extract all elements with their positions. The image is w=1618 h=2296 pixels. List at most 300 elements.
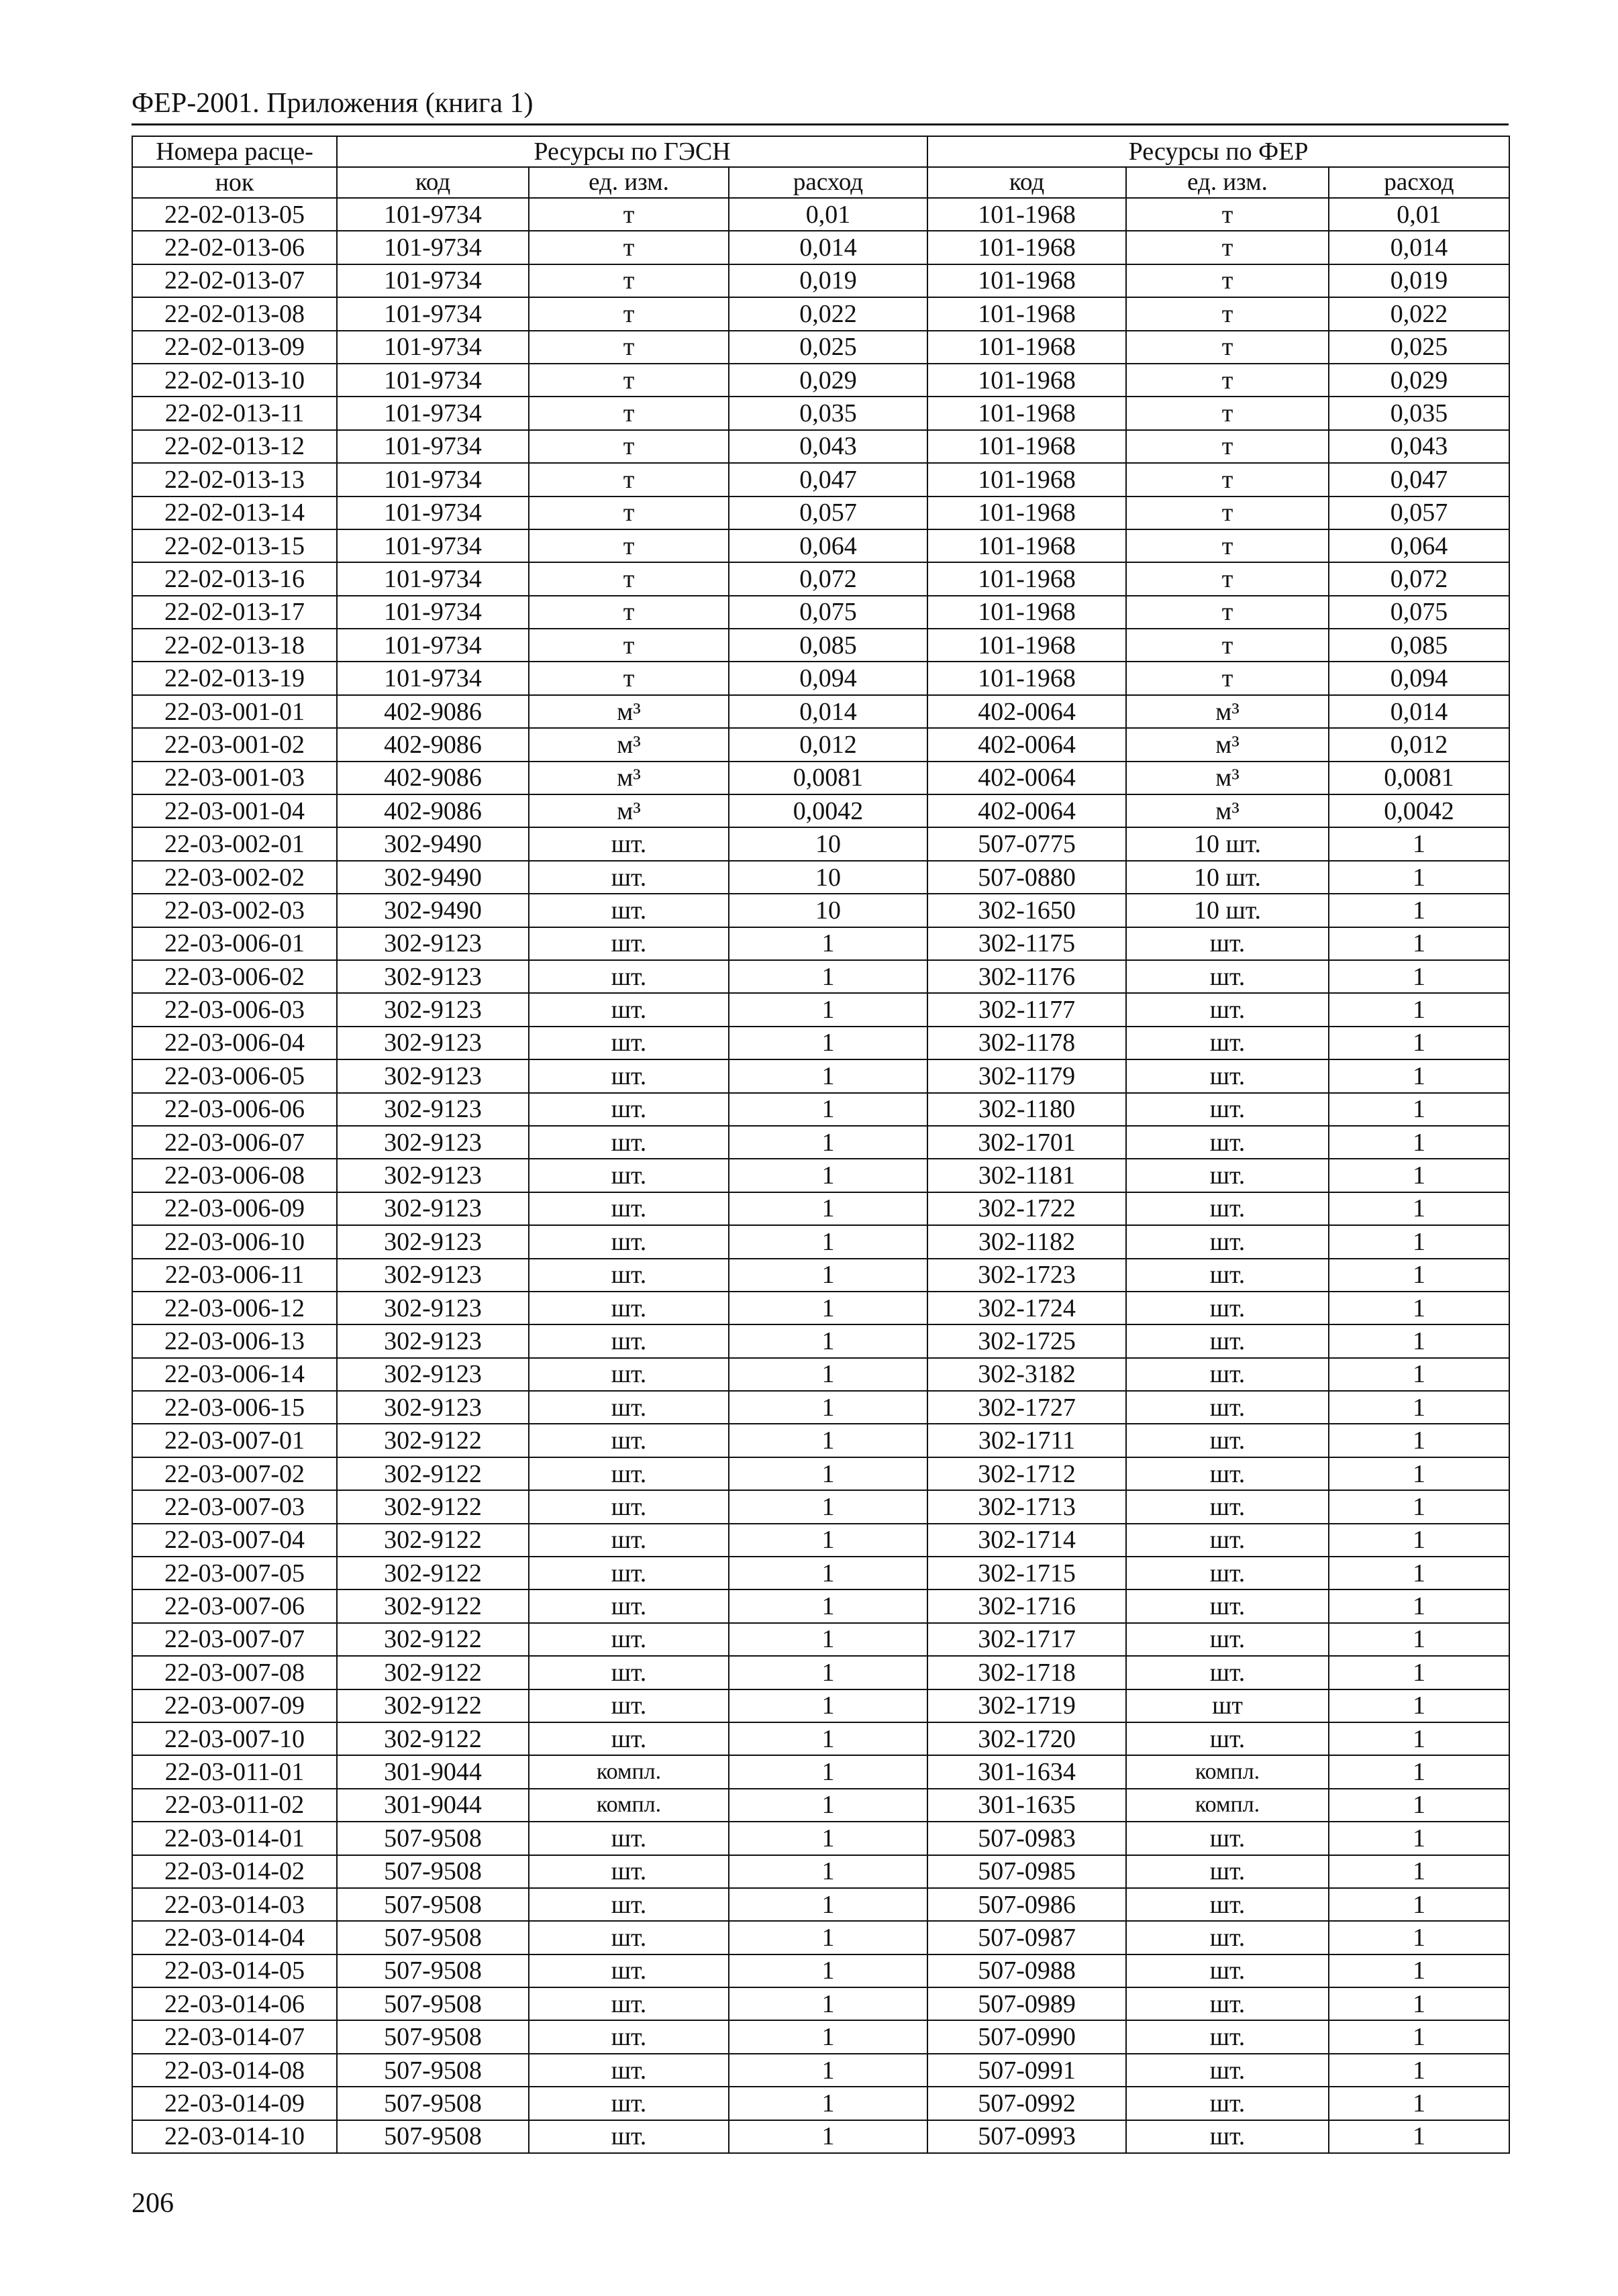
gesn-unit-cell: шт.	[529, 1424, 729, 1457]
gesn-rate-cell: 0,075	[729, 596, 927, 629]
rate-number-cell: 22-03-006-10	[132, 1225, 337, 1258]
table-row	[132, 430, 1509, 463]
table-row	[132, 662, 1509, 694]
gesn-code-cell: 302-9123	[337, 1259, 529, 1292]
rate-number-cell: 22-02-013-08	[132, 297, 337, 330]
fer-rate-cell: 1	[1329, 1524, 1509, 1557]
gesn-rate-cell: 1	[729, 2120, 927, 2153]
fer-code-cell: 507-0775	[927, 827, 1126, 860]
gesn-unit-cell: шт.	[529, 1059, 729, 1092]
table-body	[132, 198, 1509, 2153]
fer-code-cell: 101-1968	[927, 430, 1126, 463]
rate-number-cell: 22-03-011-01	[132, 1755, 337, 1788]
fer-code-cell: 101-1968	[927, 397, 1126, 429]
fer-unit-cell: шт.	[1126, 1126, 1329, 1159]
gesn-code-cell: 101-9734	[337, 497, 529, 529]
gesn-unit-cell: шт.	[529, 1822, 729, 1855]
table-row	[132, 894, 1509, 927]
gesn-code-cell: 101-9734	[337, 529, 529, 562]
gesn-unit-cell: т	[529, 198, 729, 231]
gesn-code-cell: 302-9122	[337, 1557, 529, 1589]
rate-number-cell: 22-02-013-15	[132, 529, 337, 562]
gesn-unit-cell: шт.	[529, 1722, 729, 1755]
table-row	[132, 1027, 1509, 1059]
rate-number-cell: 22-03-006-08	[132, 1159, 337, 1192]
fer-unit-cell: шт.	[1126, 1557, 1329, 1589]
fer-rate-cell: 1	[1329, 960, 1509, 993]
fer-code-cell: 302-1177	[927, 993, 1126, 1026]
table-row	[132, 397, 1509, 429]
gesn-rate-cell: 0,029	[729, 364, 927, 397]
fer-rate-cell: 1	[1329, 1126, 1509, 1159]
rate-number-cell: 22-03-007-06	[132, 1589, 337, 1622]
fer-unit-cell: шт.	[1126, 1490, 1329, 1523]
gesn-code-cell: 507-9508	[337, 1822, 529, 1855]
fer-rate-cell: 0,075	[1329, 596, 1509, 629]
fer-rate-cell: 0,01	[1329, 198, 1509, 231]
fer-rate-cell: 1	[1329, 927, 1509, 960]
gesn-code-cell: 101-9734	[337, 264, 529, 297]
fer-code-cell: 101-1968	[927, 497, 1126, 529]
gesn-unit-cell: шт.	[529, 861, 729, 894]
gesn-rate-cell: 0,043	[729, 430, 927, 463]
gesn-rate-cell: 0,064	[729, 529, 927, 562]
gesn-code-cell: 507-9508	[337, 2020, 529, 2053]
fer-unit-cell: шт.	[1126, 1722, 1329, 1755]
gesn-unit-cell: т	[529, 297, 729, 330]
rate-number-cell: 22-03-007-09	[132, 1689, 337, 1722]
table-row	[132, 1126, 1509, 1159]
fer-code-cell: 302-1180	[927, 1093, 1126, 1126]
gesn-rate-cell: 10	[729, 894, 927, 927]
rate-number-cell: 22-02-013-14	[132, 497, 337, 529]
fer-rate-cell: 1	[1329, 2120, 1509, 2153]
gesn-rate-cell: 1	[729, 1524, 927, 1557]
fer-rate-cell: 1	[1329, 1589, 1509, 1622]
rate-number-cell: 22-02-013-17	[132, 596, 337, 629]
gesn-unit-cell: т	[529, 662, 729, 694]
fer-unit-cell: т	[1126, 430, 1329, 463]
fer-unit-cell: шт.	[1126, 2120, 1329, 2153]
fer-code-cell: 507-0986	[927, 1888, 1126, 1921]
gesn-code-cell: 101-9734	[337, 596, 529, 629]
fer-code-cell: 302-3182	[927, 1358, 1126, 1391]
gesn-rate-cell: 1	[729, 1027, 927, 1059]
gesn-code-cell: 507-9508	[337, 1987, 529, 2020]
fer-code-cell: 302-1715	[927, 1557, 1126, 1589]
gesn-unit-cell: шт.	[529, 1623, 729, 1656]
gesn-rate-cell: 0,022	[729, 297, 927, 330]
fer-code-cell: 402-0064	[927, 695, 1126, 728]
gesn-unit-cell: шт.	[529, 1589, 729, 1622]
fer-rate-cell: 1	[1329, 1225, 1509, 1258]
table-row	[132, 1789, 1509, 1822]
gesn-rate-cell: 1	[729, 1557, 927, 1589]
gesn-code-cell: 402-9086	[337, 794, 529, 827]
fer-code-header: код	[927, 167, 1126, 198]
fer-unit-cell: т	[1126, 198, 1329, 231]
gesn-unit-cell: т	[529, 430, 729, 463]
gesn-rate-cell: 0,057	[729, 497, 927, 529]
fer-unit-cell: шт.	[1126, 927, 1329, 960]
fer-code-cell: 101-1968	[927, 562, 1126, 595]
gesn-unit-cell: т	[529, 529, 729, 562]
gesn-unit-cell: шт.	[529, 2020, 729, 2053]
fer-code-cell: 507-0992	[927, 2087, 1126, 2120]
gesn-code-cell: 302-9123	[337, 1391, 529, 1424]
gesn-code-cell: 302-9123	[337, 1292, 529, 1324]
rate-number-cell: 22-03-001-04	[132, 794, 337, 827]
rate-number-cell: 22-03-001-02	[132, 728, 337, 761]
fer-code-cell: 302-1727	[927, 1391, 1126, 1424]
fer-code-cell: 101-1968	[927, 297, 1126, 330]
gesn-code-cell: 101-9734	[337, 397, 529, 429]
gesn-code-header: код	[337, 167, 529, 198]
page-number: 206	[132, 2188, 174, 2219]
gesn-rate-cell: 1	[729, 1789, 927, 1822]
gesn-code-cell: 302-9123	[337, 1358, 529, 1391]
fer-unit-cell: шт.	[1126, 1259, 1329, 1292]
table-row	[132, 1987, 1509, 2020]
fer-unit-cell: шт.	[1126, 1457, 1329, 1490]
fer-rate-cell: 1	[1329, 894, 1509, 927]
fer-unit-header: ед. изм.	[1126, 167, 1329, 198]
fer-code-cell: 302-1717	[927, 1623, 1126, 1656]
gesn-rate-cell: 1	[729, 1192, 927, 1225]
table-row	[132, 1225, 1509, 1258]
rate-numbers-header: Номера расце-	[132, 136, 337, 167]
fer-code-cell: 402-0064	[927, 728, 1126, 761]
gesn-rate-cell: 1	[729, 1457, 927, 1490]
fer-code-cell: 507-0987	[927, 1921, 1126, 1954]
rate-number-cell: 22-02-013-19	[132, 662, 337, 694]
table-row	[132, 1159, 1509, 1192]
fer-unit-cell: шт.	[1126, 1358, 1329, 1391]
gesn-code-cell: 101-9734	[337, 364, 529, 397]
fer-rate-cell: 0,019	[1329, 264, 1509, 297]
gesn-unit-cell: шт.	[529, 1027, 729, 1059]
fer-unit-cell: м³	[1126, 728, 1329, 761]
gesn-rate-cell: 0,0081	[729, 762, 927, 794]
fer-rate-cell: 0,085	[1329, 629, 1509, 662]
fer-rate-cell: 1	[1329, 1424, 1509, 1457]
fer-code-cell: 101-1968	[927, 231, 1126, 264]
header-row-1	[132, 136, 1509, 167]
fer-code-cell: 101-1968	[927, 331, 1126, 364]
gesn-code-cell: 507-9508	[337, 1954, 529, 1987]
gesn-unit-cell: шт.	[529, 1457, 729, 1490]
fer-unit-cell: шт.	[1126, 1987, 1329, 2020]
gesn-unit-cell: шт.	[529, 1159, 729, 1192]
rate-number-cell: 22-03-007-05	[132, 1557, 337, 1589]
rate-number-cell: 22-02-013-16	[132, 562, 337, 595]
gesn-code-cell: 101-9734	[337, 231, 529, 264]
gesn-rate-cell: 10	[729, 861, 927, 894]
gesn-unit-cell: шт.	[529, 1192, 729, 1225]
rate-number-cell: 22-03-006-13	[132, 1324, 337, 1357]
fer-unit-cell: м³	[1126, 762, 1329, 794]
gesn-rate-cell: 1	[729, 1126, 927, 1159]
gesn-resources-header: Ресурсы по ГЭСН	[337, 136, 927, 167]
gesn-code-cell: 302-9123	[337, 1059, 529, 1092]
fer-code-cell: 302-1179	[927, 1059, 1126, 1092]
fer-code-cell: 302-1701	[927, 1126, 1126, 1159]
table-row	[132, 529, 1509, 562]
table-row	[132, 728, 1509, 761]
fer-code-cell: 302-1722	[927, 1192, 1126, 1225]
gesn-unit-cell: шт.	[529, 1689, 729, 1722]
fer-unit-cell: т	[1126, 662, 1329, 694]
rate-number-cell: 22-02-013-06	[132, 231, 337, 264]
fer-unit-cell: т	[1126, 331, 1329, 364]
table-row	[132, 629, 1509, 662]
resources-table-container	[132, 136, 1509, 2154]
gesn-code-cell: 302-9123	[337, 993, 529, 1026]
gesn-unit-cell: т	[529, 331, 729, 364]
gesn-unit-cell: шт.	[529, 1225, 729, 1258]
gesn-unit-cell: шт.	[529, 1324, 729, 1357]
fer-code-cell: 301-1634	[927, 1755, 1126, 1788]
fer-code-cell: 302-1714	[927, 1524, 1126, 1557]
fer-code-cell: 507-0983	[927, 1822, 1126, 1855]
fer-rate-header: расход	[1329, 167, 1509, 198]
fer-unit-cell: шт.	[1126, 960, 1329, 993]
fer-code-cell: 507-0990	[927, 2020, 1126, 2053]
table-header	[132, 136, 1509, 198]
gesn-rate-cell: 1	[729, 993, 927, 1026]
fer-unit-cell: шт.	[1126, 1192, 1329, 1225]
rate-number-cell: 22-03-014-02	[132, 1855, 337, 1888]
gesn-unit-cell: шт.	[529, 1490, 729, 1523]
table-row	[132, 1457, 1509, 1490]
fer-code-cell: 507-0991	[927, 2054, 1126, 2087]
fer-rate-cell: 1	[1329, 1557, 1509, 1589]
gesn-unit-cell: т	[529, 397, 729, 429]
fer-unit-cell: шт.	[1126, 2020, 1329, 2053]
rate-number-cell: 22-03-014-09	[132, 2087, 337, 2120]
gesn-code-cell: 101-9734	[337, 331, 529, 364]
fer-rate-cell: 1	[1329, 1093, 1509, 1126]
table-row	[132, 827, 1509, 860]
table-row	[132, 1424, 1509, 1457]
rate-number-cell: 22-03-014-05	[132, 1954, 337, 1987]
gesn-code-cell: 302-9123	[337, 1027, 529, 1059]
table-row	[132, 497, 1509, 529]
gesn-code-cell: 302-9122	[337, 1589, 529, 1622]
table-row	[132, 1722, 1509, 1755]
fer-code-cell: 101-1968	[927, 529, 1126, 562]
table-row	[132, 1259, 1509, 1292]
fer-code-cell: 302-1718	[927, 1656, 1126, 1689]
table-row	[132, 1093, 1509, 1126]
gesn-code-cell: 302-9123	[337, 1126, 529, 1159]
gesn-code-cell: 302-9122	[337, 1722, 529, 1755]
gesn-unit-cell: т	[529, 463, 729, 496]
gesn-unit-cell: шт.	[529, 1126, 729, 1159]
rate-number-cell: 22-03-006-09	[132, 1192, 337, 1225]
table-row	[132, 2120, 1509, 2153]
fer-code-cell: 302-1650	[927, 894, 1126, 927]
gesn-code-cell: 302-9122	[337, 1457, 529, 1490]
gesn-code-cell: 302-9122	[337, 1524, 529, 1557]
table-row	[132, 861, 1509, 894]
rate-number-cell: 22-03-006-02	[132, 960, 337, 993]
gesn-code-cell: 302-9122	[337, 1623, 529, 1656]
fer-unit-cell: шт.	[1126, 2054, 1329, 2087]
fer-unit-cell: шт.	[1126, 1424, 1329, 1457]
gesn-rate-cell: 10	[729, 827, 927, 860]
fer-unit-cell: компл.	[1126, 1755, 1329, 1788]
rate-number-cell: 22-03-006-11	[132, 1259, 337, 1292]
table-row	[132, 1822, 1509, 1855]
gesn-rate-cell: 1	[729, 960, 927, 993]
gesn-rate-cell: 1	[729, 1159, 927, 1192]
rate-number-cell: 22-03-006-14	[132, 1358, 337, 1391]
fer-rate-cell: 0,014	[1329, 231, 1509, 264]
table-row	[132, 993, 1509, 1026]
gesn-code-cell: 302-9122	[337, 1424, 529, 1457]
gesn-unit-cell: т	[529, 629, 729, 662]
gesn-code-cell: 507-9508	[337, 1855, 529, 1888]
fer-code-cell: 302-1181	[927, 1159, 1126, 1192]
fer-rate-cell: 1	[1329, 1755, 1509, 1788]
fer-unit-cell: т	[1126, 364, 1329, 397]
gesn-code-cell: 101-9734	[337, 297, 529, 330]
fer-code-cell: 507-0989	[927, 1987, 1126, 2020]
fer-code-cell: 301-1635	[927, 1789, 1126, 1822]
table-row	[132, 2087, 1509, 2120]
fer-unit-cell: компл.	[1126, 1789, 1329, 1822]
fer-unit-cell: шт.	[1126, 1093, 1329, 1126]
fer-rate-cell: 1	[1329, 1954, 1509, 1987]
fer-unit-cell: шт.	[1126, 1324, 1329, 1357]
gesn-unit-cell: т	[529, 596, 729, 629]
fer-code-cell: 302-1723	[927, 1259, 1126, 1292]
fer-rate-cell: 1	[1329, 1623, 1509, 1656]
gesn-unit-cell: м³	[529, 762, 729, 794]
fer-unit-cell: т	[1126, 497, 1329, 529]
rate-number-cell: 22-03-006-04	[132, 1027, 337, 1059]
rate-number-cell: 22-03-014-06	[132, 1987, 337, 2020]
fer-rate-cell: 1	[1329, 1689, 1509, 1722]
gesn-rate-cell: 1	[729, 1059, 927, 1092]
gesn-rate-cell: 0,014	[729, 231, 927, 264]
fer-unit-cell: 10 шт.	[1126, 827, 1329, 860]
rate-number-cell: 22-03-006-07	[132, 1126, 337, 1159]
gesn-unit-cell: т	[529, 364, 729, 397]
rate-number-cell: 22-03-006-03	[132, 993, 337, 1026]
rate-number-cell: 22-03-007-01	[132, 1424, 337, 1457]
rate-number-cell: 22-03-006-12	[132, 1292, 337, 1324]
rate-number-cell: 22-02-013-11	[132, 397, 337, 429]
fer-rate-cell: 1	[1329, 1259, 1509, 1292]
gesn-unit-cell: шт.	[529, 1093, 729, 1126]
gesn-rate-cell: 1	[729, 1855, 927, 1888]
gesn-unit-cell: т	[529, 231, 729, 264]
table-row	[132, 1623, 1509, 1656]
gesn-unit-cell: шт.	[529, 1259, 729, 1292]
table-row	[132, 1059, 1509, 1092]
gesn-unit-cell: т	[529, 497, 729, 529]
rate-number-cell: 22-03-002-01	[132, 827, 337, 860]
fer-rate-cell: 1	[1329, 2054, 1509, 2087]
fer-rate-cell: 1	[1329, 1391, 1509, 1424]
gesn-code-cell: 302-9122	[337, 1689, 529, 1722]
table-row	[132, 264, 1509, 297]
fer-rate-cell: 1	[1329, 1192, 1509, 1225]
table-row	[132, 2020, 1509, 2053]
fer-code-cell: 302-1725	[927, 1324, 1126, 1357]
table-row	[132, 762, 1509, 794]
gesn-unit-cell: шт.	[529, 1987, 729, 2020]
gesn-code-cell: 302-9123	[337, 927, 529, 960]
rate-number-cell: 22-03-007-08	[132, 1656, 337, 1689]
rate-number-cell: 22-03-007-03	[132, 1490, 337, 1523]
rate-number-cell: 22-02-013-10	[132, 364, 337, 397]
fer-rate-cell: 1	[1329, 993, 1509, 1026]
fer-unit-cell: т	[1126, 596, 1329, 629]
fer-code-cell: 302-1724	[927, 1292, 1126, 1324]
gesn-rate-cell: 1	[729, 1490, 927, 1523]
fer-unit-cell: шт.	[1126, 1159, 1329, 1192]
fer-rate-cell: 1	[1329, 1292, 1509, 1324]
gesn-rate-cell: 1	[729, 2054, 927, 2087]
fer-rate-cell: 0,094	[1329, 662, 1509, 694]
gesn-code-cell: 302-9123	[337, 1093, 529, 1126]
header-rule	[132, 123, 1509, 125]
table-row	[132, 1689, 1509, 1722]
table-row	[132, 596, 1509, 629]
gesn-code-cell: 302-9490	[337, 861, 529, 894]
table-row	[132, 331, 1509, 364]
table-row	[132, 1888, 1509, 1921]
fer-code-cell: 507-0880	[927, 861, 1126, 894]
gesn-rate-cell: 0,035	[729, 397, 927, 429]
fer-code-cell: 302-1182	[927, 1225, 1126, 1258]
fer-unit-cell: шт.	[1126, 1623, 1329, 1656]
fer-unit-cell: шт.	[1126, 1027, 1329, 1059]
fer-code-cell: 302-1178	[927, 1027, 1126, 1059]
gesn-code-cell: 507-9508	[337, 1888, 529, 1921]
table-row	[132, 562, 1509, 595]
gesn-unit-cell: компл.	[529, 1789, 729, 1822]
fer-rate-cell: 0,014	[1329, 695, 1509, 728]
fer-unit-cell: шт.	[1126, 1656, 1329, 1689]
fer-code-cell: 302-1713	[927, 1490, 1126, 1523]
table-row	[132, 1192, 1509, 1225]
gesn-code-cell: 302-9123	[337, 1159, 529, 1192]
fer-unit-cell: шт.	[1126, 1888, 1329, 1921]
fer-unit-cell: т	[1126, 629, 1329, 662]
table-row	[132, 1358, 1509, 1391]
gesn-rate-cell: 0,047	[729, 463, 927, 496]
fer-unit-cell: м³	[1126, 794, 1329, 827]
fer-unit-cell: шт.	[1126, 1855, 1329, 1888]
fer-code-cell: 302-1711	[927, 1424, 1126, 1457]
fer-rate-cell: 0,012	[1329, 728, 1509, 761]
fer-rate-cell: 1	[1329, 1159, 1509, 1192]
fer-code-cell: 302-1712	[927, 1457, 1126, 1490]
fer-unit-cell: шт.	[1126, 1292, 1329, 1324]
table-row	[132, 1524, 1509, 1557]
table-row	[132, 695, 1509, 728]
fer-code-cell: 101-1968	[927, 364, 1126, 397]
fer-code-cell: 507-0985	[927, 1855, 1126, 1888]
rate-number-cell: 22-03-001-01	[132, 695, 337, 728]
fer-code-cell: 402-0064	[927, 762, 1126, 794]
table-row	[132, 463, 1509, 496]
gesn-rate-cell: 1	[729, 1954, 927, 1987]
